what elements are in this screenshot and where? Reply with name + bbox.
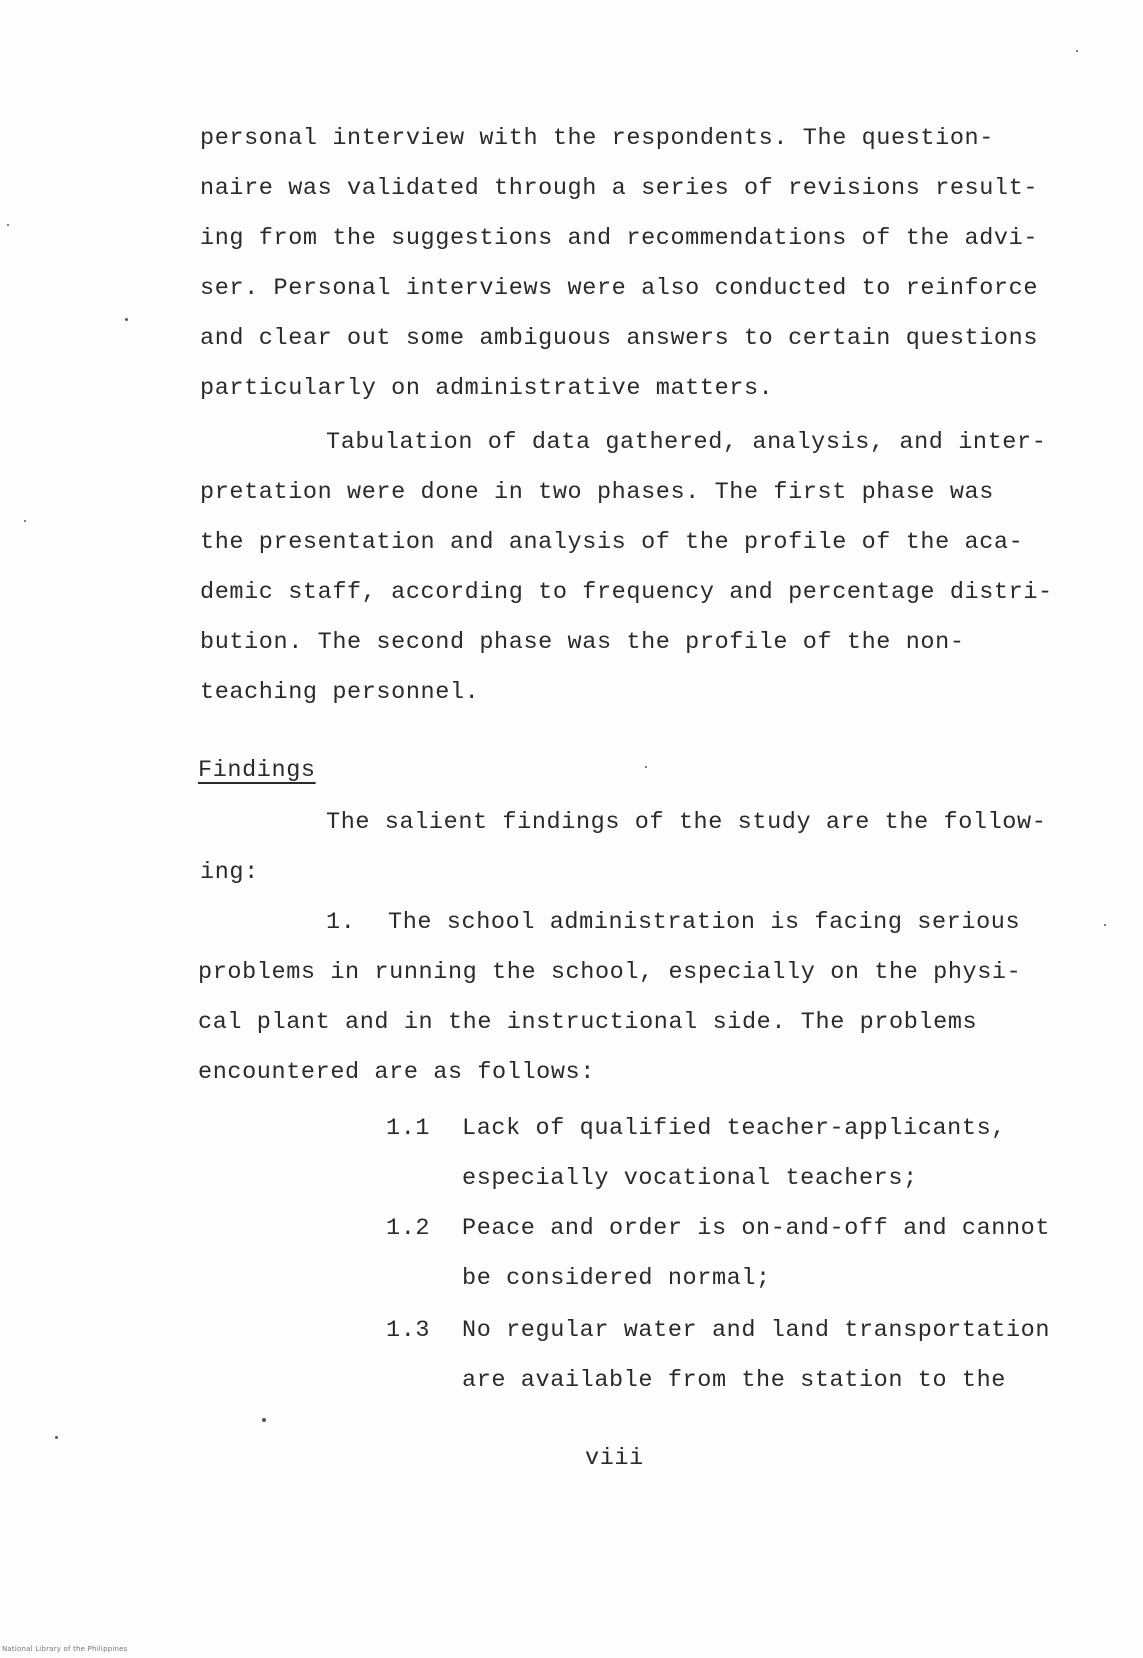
scan-speck	[1076, 50, 1078, 52]
paragraph1-line-4: ser. Personal interviews were also conducted to reinforce	[200, 275, 1039, 302]
paragraph1-line-5: and clear out some ambiguous answers to certain questions	[200, 325, 1039, 352]
subitem-1-1-number: 1.1	[386, 1115, 431, 1142]
paragraph2-line-6: teaching personnel.	[200, 679, 480, 706]
item1-line-1: The school administration is facing serious	[388, 909, 1021, 936]
subitem-1-2-line-2: be considered normal;	[462, 1265, 771, 1292]
paragraph2-line-5: bution. The second phase was the profile of the non-	[200, 629, 965, 656]
paragraph2-line-1: Tabulation of data gathered, analysis, and inter-	[326, 429, 1047, 456]
scan-speck	[7, 224, 9, 226]
subitem-1-1-line-2: especially vocational teachers;	[462, 1165, 918, 1192]
subitem-1-2-line-1: Peace and order is on-and-off and cannot	[462, 1215, 1051, 1242]
scan-speck	[125, 318, 128, 321]
scan-speck	[1104, 924, 1106, 926]
paragraph2-line-2: pretation were done in two phases. The first phase was	[200, 479, 994, 506]
item1-line-2: problems in running the school, especially on the physi-	[198, 959, 1022, 986]
item1-line-3: cal plant and in the instructional side. The problems	[198, 1009, 978, 1036]
intro-line-2: ing:	[200, 859, 259, 886]
paragraph1-line-6: particularly on administrative matters.	[200, 375, 774, 402]
section-heading-findings: Findings	[198, 757, 316, 784]
subitem-1-3-line-2: are available from the station to the	[462, 1367, 1006, 1394]
paragraph1-line-1: personal interview with the respondents. The question-	[200, 125, 994, 152]
subitem-1-3-number: 1.3	[386, 1317, 431, 1344]
page-number: viii	[585, 1445, 644, 1472]
subitem-1-2-number: 1.2	[386, 1215, 431, 1242]
paragraph1-line-2: naire was validated through a series of revisions result-	[200, 175, 1039, 202]
scan-speck	[262, 1418, 266, 1422]
scan-speck	[645, 766, 647, 768]
scan-speck	[55, 1436, 58, 1439]
item1-line-4: encountered are as follows:	[198, 1059, 595, 1086]
item1-number: 1.	[326, 909, 356, 936]
intro-line-1: The salient findings of the study are the follow-	[326, 809, 1047, 836]
subitem-1-3-line-1: No regular water and land transportation	[462, 1317, 1051, 1344]
paragraph2-line-3: the presentation and analysis of the profile of the aca-	[200, 529, 1024, 556]
paragraph1-line-3: ing from the suggestions and recommendations of the advi-	[200, 225, 1039, 252]
paragraph2-line-4: demic staff, according to frequency and percentage distri-	[200, 579, 1053, 606]
footer-stamp: National Library of the Philippines	[2, 1645, 128, 1653]
subitem-1-1-line-1: Lack of qualified teacher-applicants,	[462, 1115, 1006, 1142]
scan-speck	[24, 520, 26, 522]
